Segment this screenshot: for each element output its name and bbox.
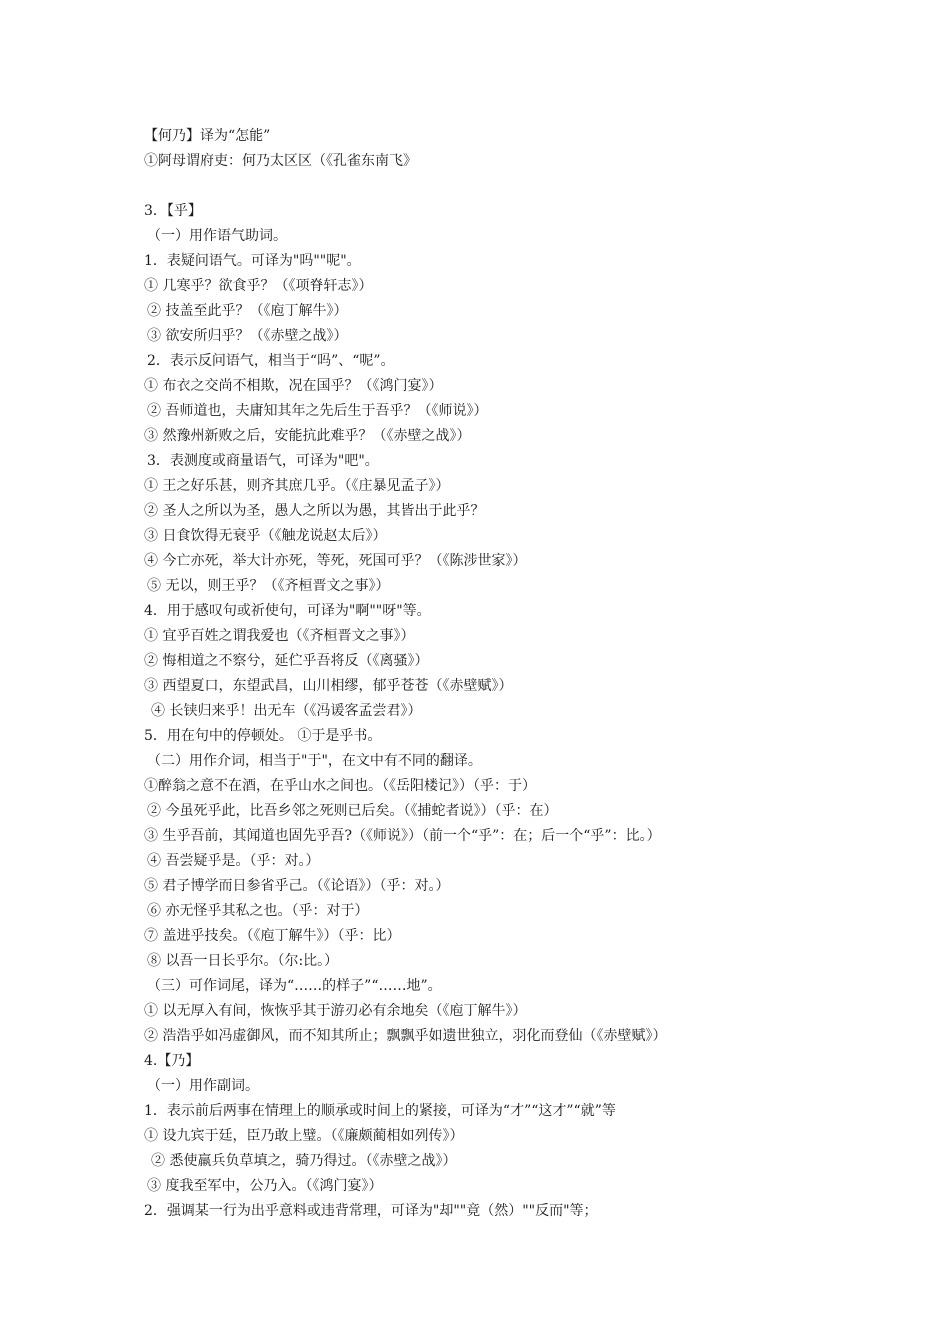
- text-line: ② 浩浩乎如冯虚御风，而不知其所止；飘飘乎如遗世独立，羽化而登仙（《赤壁赋》）: [144, 1028, 667, 1044]
- text-line: ② 圣人之所以为圣，愚人之所以为愚，其皆出于此乎？: [144, 503, 485, 519]
- text-line: ①阿母谓府吏：何乃太区区（《孔雀东南飞》: [144, 153, 417, 169]
- text-line: 3．【乎】: [144, 203, 202, 219]
- text-line: ④ 长铗归来乎！出无车（《冯谖客孟尝君》）: [151, 703, 422, 719]
- text-line: ①醉翁之意不在酒，在乎山水之间也。（《岳阳楼记》）（乎：于）: [144, 778, 536, 794]
- text-line: 3．表测度或商量语气，可译为"吧"。: [147, 453, 379, 469]
- text-line: ⑤ 君子博学而日参省乎己。（《论语》）（乎：对。）: [144, 878, 450, 894]
- text-line: （一）用作副词。: [147, 1078, 259, 1094]
- text-line: ⑥ 亦无怪乎其私之也。（乎：对于）: [147, 903, 369, 919]
- text-line: ③ 度我至军中，公乃入。（《鸿门宴》）: [147, 1178, 383, 1194]
- text-line: ⑤ 无以，则王乎？（《齐桓晋文之事》）: [147, 578, 390, 594]
- text-line: ② 悔相道之不察兮，延伫乎吾将反（《离骚》）: [144, 653, 429, 669]
- text-line: 2．表示反问语气，相当于“吗”、“呢”。: [147, 353, 395, 369]
- text-line: ⑦ 盖进乎技矣。（《庖丁解牛》）（乎：比）: [144, 928, 401, 944]
- text-line: ④ 吾尝疑乎是。（乎：对。）: [147, 853, 320, 869]
- text-line: ① 以无厚入有间，恢恢乎其于游刃必有余地矣（《庖丁解牛》）: [144, 1003, 527, 1019]
- text-line: ③ 欲安所归乎？（《赤壁之战》）: [147, 328, 348, 344]
- document-body: [144, 124, 904, 1224]
- text-line: [144, 174, 904, 199]
- text-line: 1．表示前后两事在情理上的顺承或时间上的紧接，可译为“才”“这才”“就”等: [144, 1103, 616, 1119]
- text-line: 【何乃】译为“怎能”: [144, 128, 271, 144]
- text-line: （一）用作语气助词。: [147, 228, 287, 244]
- text-line: ① 设九宾于廷，臣乃敢上璧。（《廉颇蔺相如列传》）: [144, 1128, 464, 1144]
- text-line: 4.【乃】: [144, 1053, 200, 1069]
- text-line: ⑧ 以吾一日长乎尔。（尔:比。）: [147, 953, 339, 969]
- text-line: ③ 西望夏口，东望武昌，山川相缪，郁乎苍苍（《赤壁赋》）: [144, 678, 513, 694]
- text-line: ③ 生乎吾前，其闻道也固先乎吾?（《师说》）（前一个“乎”：在；后一个“乎”：比。）: [144, 828, 661, 844]
- text-line: ① 宜乎百姓之谓我爱也（《齐桓晋文之事》）: [144, 628, 415, 644]
- text-line: ② 技盖至此乎？（《庖丁解牛》）: [147, 303, 348, 319]
- text-line: 2．强调某一行为出乎意料或违背常理，可译为"却""竟（然）""反而"等；: [144, 1203, 598, 1219]
- text-line: ① 王之好乐甚，则齐其庶几乎。（《庄暴见孟子》）: [144, 478, 450, 494]
- text-line: （三）可作词尾，译为“……的样子”“……地”。: [147, 978, 442, 994]
- text-line: ① 几寒乎？欲食乎？（《项脊轩志》）: [144, 278, 373, 294]
- text-line: （二）用作介词，相当于"于"，在文中有不同的翻译。: [147, 753, 482, 769]
- text-line: ① 布衣之交尚不相欺，况在国乎？（《鸿门宴》）: [144, 378, 443, 394]
- text-line: 4．用于感叹句或祈使句，可译为"啊""呀"等。: [144, 603, 431, 619]
- text-line: ② 吾师道也，夫庸知其年之先后生于吾乎？（《师说》）: [147, 403, 488, 419]
- text-line: ③ 然豫州新败之后，安能抗此难乎？（《赤壁之战》）: [144, 428, 471, 444]
- text-line: ② 今虽死乎此，比吾乡邻之死则已后矣。（《捕蛇者说》）（乎：在）: [147, 803, 558, 819]
- text-line: 1．表疑问语气。可译为"吗""呢"。: [144, 253, 361, 269]
- text-line: 5．用在句中的停顿处。 ①于是乎书。: [144, 728, 382, 744]
- text-line: ④ 今亡亦死，举大计亦死，等死，死国可乎？（《陈涉世家》）: [144, 553, 527, 569]
- text-line: ② 悉使羸兵负草填之，骑乃得过。（《赤壁之战》）: [151, 1153, 457, 1169]
- text-line: ③ 日食饮得无衰乎（《触龙说赵太后》）: [144, 528, 387, 544]
